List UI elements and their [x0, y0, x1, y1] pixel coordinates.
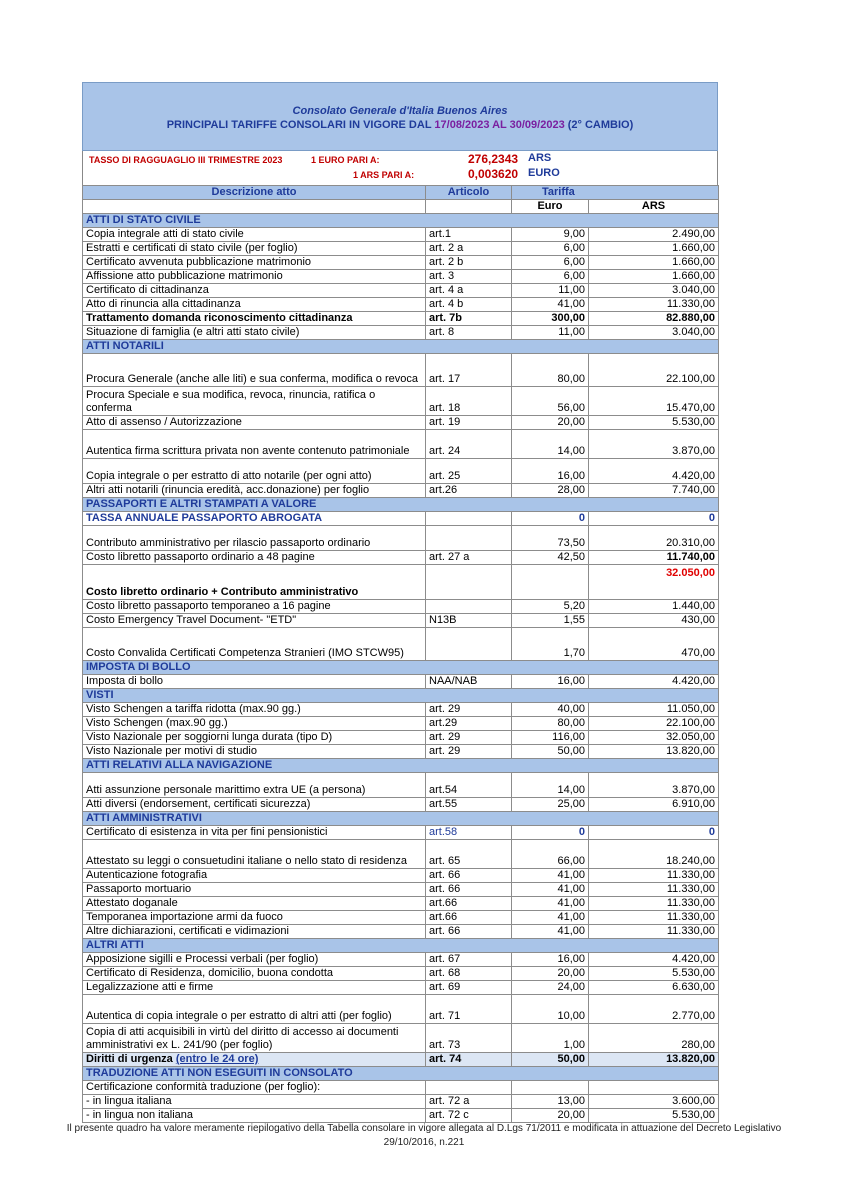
row-article: art. 17: [426, 354, 512, 387]
row-article: art. 72 a: [426, 1095, 512, 1109]
row-euro: [512, 565, 589, 600]
blank-cell: [426, 200, 512, 214]
col-tariff: Tariffa: [512, 186, 719, 200]
row-euro: 116,00: [512, 731, 589, 745]
row-ars: 5.530,00: [589, 416, 719, 430]
tariff-row: [83, 387, 719, 416]
tariff-row: [83, 798, 719, 812]
section-header: [83, 498, 719, 512]
column-header-row: [83, 186, 719, 200]
row-euro: 73,50: [512, 526, 589, 551]
ars-rate-currency: EURO: [528, 167, 560, 179]
tariff-row: [83, 731, 719, 745]
tariff-row: [83, 967, 719, 981]
row-description: Copia integrale atti di stato civile: [83, 228, 426, 242]
tariff-row: [83, 869, 719, 883]
ars-equals-label: 1 ARS PARI A:: [353, 170, 415, 180]
tariff-row: [83, 840, 719, 869]
row-euro: 50,00: [512, 745, 589, 759]
subtitle-prefix: PRINCIPALI TARIFFE CONSOLARI IN VIGORE DAL: [166, 119, 432, 131]
row-euro: 6,00: [512, 242, 589, 256]
row-description: Certificato di Residenza, domicilio, buona condotta: [83, 967, 426, 981]
row-ars: 3.870,00: [589, 430, 719, 459]
row-euro: 20,00: [512, 416, 589, 430]
row-euro: 16,00: [512, 459, 589, 484]
row-description: Apposizione sigilli e Processi verbali (per foglio): [83, 953, 426, 967]
tariff-row: [83, 953, 719, 967]
row-euro: 11,00: [512, 326, 589, 340]
section-header: [83, 1067, 719, 1081]
row-euro: 50,00: [512, 1053, 589, 1067]
row-euro: 6,00: [512, 270, 589, 284]
row-article: art. 66: [426, 869, 512, 883]
row-ars: 11.330,00: [589, 298, 719, 312]
row-description: Visto Schengen (max.90 gg.): [83, 717, 426, 731]
subtitle-dates: 17/08/2023 AL 30/09/2023: [434, 119, 565, 131]
row-article: [426, 600, 512, 614]
row-euro: 56,00: [512, 387, 589, 416]
row-ars: 2.490,00: [589, 228, 719, 242]
row-article: art.58: [426, 826, 512, 840]
row-description: Procura Speciale e sua modifica, revoca, rinuncia, ratifica o conferma: [83, 387, 426, 416]
row-euro: 1,00: [512, 1024, 589, 1053]
row-ars: 3.040,00: [589, 326, 719, 340]
row-description: Estratti e certificati di stato civile (per foglio): [83, 242, 426, 256]
section-title: TRADUZIONE ATTI NON ESEGUITI IN CONSOLATO: [83, 1067, 719, 1081]
tariff-row: [83, 270, 719, 284]
row-description: Altri atti notarili (rinuncia eredità, acc.donazione) per foglio: [83, 484, 426, 498]
row-euro: 9,00: [512, 228, 589, 242]
row-article: art.55: [426, 798, 512, 812]
tariff-row: [83, 826, 719, 840]
row-euro: [512, 1081, 589, 1095]
row-euro: 6,00: [512, 256, 589, 270]
row-euro: 14,00: [512, 430, 589, 459]
row-description: Affissione atto pubblicazione matrimonio: [83, 270, 426, 284]
row-article: [426, 512, 512, 526]
euro-equals-label: 1 EURO PARI A:: [311, 155, 380, 165]
row-euro: 80,00: [512, 717, 589, 731]
row-description: TASSA ANNUALE PASSAPORTO ABROGATA: [83, 512, 426, 526]
tariff-row: [83, 459, 719, 484]
tariff-row: [83, 228, 719, 242]
tariff-row: [83, 484, 719, 498]
row-description: - in lingua italiana: [83, 1095, 426, 1109]
rate-label: TASSO DI RAGGUAGLIO III TRIMESTRE 2023: [89, 155, 283, 165]
row-article: art. 4 a: [426, 284, 512, 298]
euro-rate-currency: ARS: [528, 152, 552, 164]
row-description: Costo libretto passaporto ordinario a 48 pagine: [83, 551, 426, 565]
row-article: art. 65: [426, 840, 512, 869]
row-description: Certificato avvenuta pubblicazione matrimonio: [83, 256, 426, 270]
footer-note: Il presente quadro ha valore meramente riepilogativo della Tabella consolare in vigore allegata al D.Lgs 71/2011 e modificata in attuazione del Decreto Legislativo 29/10/2016, n.221: [66, 1123, 782, 1148]
row-ars: 5.530,00: [589, 967, 719, 981]
row-article: art.26: [426, 484, 512, 498]
tariff-row: [83, 1024, 719, 1053]
row-article: art. 73: [426, 1024, 512, 1053]
currency-header-row: [83, 200, 719, 214]
row-article: art. 29: [426, 703, 512, 717]
tariff-row: [83, 512, 719, 526]
row-article: art.66: [426, 911, 512, 925]
section-title: ALTRI ATTI: [83, 939, 719, 953]
row-ars: 3.600,00: [589, 1095, 719, 1109]
row-description: Attestato su leggi o consuetudini italiane o nello stato di residenza: [83, 840, 426, 869]
row-ars: 3.870,00: [589, 773, 719, 798]
section-header: [83, 689, 719, 703]
row-ars: 11.330,00: [589, 897, 719, 911]
row-ars: 82.880,00: [589, 312, 719, 326]
section-header: [83, 939, 719, 953]
row-euro: 14,00: [512, 773, 589, 798]
row-euro: 13,00: [512, 1095, 589, 1109]
row-description: Autentica di copia integrale o per estratto di altri atti (per foglio): [83, 995, 426, 1024]
row-description: Visto Schengen a tariffa ridotta (max.90 gg.): [83, 703, 426, 717]
row-euro: 20,00: [512, 967, 589, 981]
row-description: Autentica firma scrittura privata non avente contenuto patrimoniale: [83, 430, 426, 459]
row-article: art. 7b: [426, 312, 512, 326]
section-title: ATTI DI STATO CIVILE: [83, 214, 719, 228]
row-article: art. 8: [426, 326, 512, 340]
row-euro: 41,00: [512, 911, 589, 925]
row-description: Visto Nazionale per motivi di studio: [83, 745, 426, 759]
row-article: art. 2 a: [426, 242, 512, 256]
row-description: Costo libretto passaporto temporaneo a 16 pagine: [83, 600, 426, 614]
row-euro: 40,00: [512, 703, 589, 717]
tariff-row: [83, 628, 719, 661]
row-description: Contributo amministrativo per rilascio passaporto ordinario: [83, 526, 426, 551]
row-description: Legalizzazione atti e firme: [83, 981, 426, 995]
row-ars: 4.420,00: [589, 675, 719, 689]
section-title: VISTI: [83, 689, 719, 703]
row-article: art.66: [426, 897, 512, 911]
row-ars: 0: [589, 512, 719, 526]
row-article: art. 72 c: [426, 1109, 512, 1123]
section-title: ATTI RELATIVI ALLA NAVIGAZIONE: [83, 759, 719, 773]
row-description: Procura Generale (anche alle liti) e sua conferma, modifica o revoca: [83, 354, 426, 387]
ars-rate-value: 0,003620: [468, 167, 519, 181]
row-euro: 41,00: [512, 883, 589, 897]
row-article: art. 71: [426, 995, 512, 1024]
row-description: Passaporto mortuario: [83, 883, 426, 897]
row-description: Autenticazione fotografia: [83, 869, 426, 883]
col-euro: Euro: [512, 200, 589, 214]
row-ars: 3.040,00: [589, 284, 719, 298]
row-article: art. 66: [426, 883, 512, 897]
section-header: [83, 759, 719, 773]
row-euro: 41,00: [512, 925, 589, 939]
row-article: [426, 628, 512, 661]
col-ars: ARS: [589, 200, 719, 214]
row-description: Visto Nazionale per soggiorni lunga durata (tipo D): [83, 731, 426, 745]
tariff-row: [83, 717, 719, 731]
row-ars: 11.330,00: [589, 911, 719, 925]
row-description: Imposta di bollo: [83, 675, 426, 689]
row-euro: 41,00: [512, 897, 589, 911]
header-banner: [82, 82, 718, 151]
tariff-row: [83, 675, 719, 689]
row-description: - in lingua non italiana: [83, 1109, 426, 1123]
tariff-table: [82, 185, 719, 1123]
row-ars: 11.330,00: [589, 925, 719, 939]
tariff-row: [83, 925, 719, 939]
section-title: IMPOSTA DI BOLLO: [83, 661, 719, 675]
row-article: NAA/NAB: [426, 675, 512, 689]
tariff-row: [83, 1095, 719, 1109]
row-description: Trattamento domanda riconoscimento cittadinanza: [83, 312, 426, 326]
section-header: [83, 214, 719, 228]
row-ars: 5.530,00: [589, 1109, 719, 1123]
section-header: [83, 812, 719, 826]
row-article: [426, 526, 512, 551]
row-ars: 1.440,00: [589, 600, 719, 614]
row-ars: 0: [589, 826, 719, 840]
row-article: [426, 565, 512, 600]
row-ars: 32.050,00: [589, 731, 719, 745]
tariff-row: [83, 1109, 719, 1123]
row-ars: 11.740,00: [589, 551, 719, 565]
row-ars: 13.820,00: [589, 745, 719, 759]
tariff-row: [83, 326, 719, 340]
tariff-row: [83, 565, 719, 600]
row-article: [426, 1081, 512, 1095]
row-article: art. 29: [426, 745, 512, 759]
row-description: Costo Convalida Certificati Competenza Stranieri (IMO STCW95): [83, 628, 426, 661]
row-euro: 0: [512, 512, 589, 526]
row-euro: 28,00: [512, 484, 589, 498]
row-euro: 16,00: [512, 675, 589, 689]
section-header: [83, 661, 719, 675]
tariff-sheet: [82, 82, 718, 1123]
col-description: Descrizione atto: [83, 186, 426, 200]
row-description: Copia di atti acquisibili in virtù del diritto di accesso ai documenti amministrativi ex L. 241/90 (per foglio): [83, 1024, 426, 1053]
tariff-row: [83, 745, 719, 759]
row-euro: 16,00: [512, 953, 589, 967]
row-ars: 1.660,00: [589, 256, 719, 270]
row-article: art. 25: [426, 459, 512, 484]
row-article: art.29: [426, 717, 512, 731]
row-ars: 22.100,00: [589, 354, 719, 387]
row-euro: 25,00: [512, 798, 589, 812]
tariff-row: [83, 416, 719, 430]
tariff-row: [83, 883, 719, 897]
exchange-rate-box: [82, 151, 718, 185]
row-euro: 24,00: [512, 981, 589, 995]
subtitle-suffix: (2° CAMBIO): [567, 119, 634, 131]
row-article: art. 29: [426, 731, 512, 745]
row-ars: 4.420,00: [589, 953, 719, 967]
tariff-row: [83, 526, 719, 551]
row-ars: 13.820,00: [589, 1053, 719, 1067]
row-description: Certificato di cittadinanza: [83, 284, 426, 298]
consulate-title: Consolato Generale d'Italia Buenos Aires: [292, 105, 508, 117]
row-ars: 11.050,00: [589, 703, 719, 717]
row-euro: 10,00: [512, 995, 589, 1024]
row-ars: 430,00: [589, 614, 719, 628]
row-article: art. 74: [426, 1053, 512, 1067]
row-euro: 80,00: [512, 354, 589, 387]
tariff-row: [83, 430, 719, 459]
tariff-row: [83, 256, 719, 270]
tariff-row: [83, 703, 719, 717]
row-article: art. 18: [426, 387, 512, 416]
section-title: PASSAPORTI E ALTRI STAMPATI A VALORE: [83, 498, 719, 512]
row-euro: 41,00: [512, 869, 589, 883]
row-article: art. 66: [426, 925, 512, 939]
row-ars: 20.310,00: [589, 526, 719, 551]
row-description: Temporanea importazione armi da fuoco: [83, 911, 426, 925]
tariff-row: [83, 614, 719, 628]
row-ars: 11.330,00: [589, 883, 719, 897]
tariff-row: [83, 1081, 719, 1095]
row-description: Costo Emergency Travel Document- "ETD": [83, 614, 426, 628]
row-ars: 7.740,00: [589, 484, 719, 498]
tariff-row: [83, 284, 719, 298]
row-ars: [589, 1081, 719, 1095]
row-description: Atto di rinuncia alla cittadinanza: [83, 298, 426, 312]
row-description: Certificato di esistenza in vita per fini pensionistici: [83, 826, 426, 840]
blank-cell: [83, 200, 426, 214]
row-article: art. 24: [426, 430, 512, 459]
row-ars: 2.770,00: [589, 995, 719, 1024]
row-article: art. 68: [426, 967, 512, 981]
row-ars: 6.630,00: [589, 981, 719, 995]
row-euro: 5,20: [512, 600, 589, 614]
row-ars: 32.050,00: [589, 565, 719, 600]
row-article: art. 69: [426, 981, 512, 995]
row-description: Situazione di famiglia (e altri atti stato civile): [83, 326, 426, 340]
row-article: art. 67: [426, 953, 512, 967]
row-article: art.54: [426, 773, 512, 798]
row-description: Copia integrale o per estratto di atto notarile (per ogni atto): [83, 459, 426, 484]
row-description: Costo libretto ordinario + Contributo amministrativo: [83, 565, 426, 600]
tariff-row: [83, 551, 719, 565]
row-euro: 11,00: [512, 284, 589, 298]
section-title: ATTI AMMINISTRATIVI: [83, 812, 719, 826]
row-article: art. 19: [426, 416, 512, 430]
row-article: art.1: [426, 228, 512, 242]
row-description: Atto di assenso / Autorizzazione: [83, 416, 426, 430]
euro-rate-value: 276,2343: [468, 152, 519, 166]
row-article: art. 27 a: [426, 551, 512, 565]
row-ars: 11.330,00: [589, 869, 719, 883]
row-ars: 1.660,00: [589, 270, 719, 284]
row-euro: 1,55: [512, 614, 589, 628]
row-euro: 0: [512, 826, 589, 840]
tariff-row: [83, 981, 719, 995]
row-description: Certificazione conformità traduzione (per foglio):: [83, 1081, 426, 1095]
tariff-row: [83, 312, 719, 326]
row-ars: 4.420,00: [589, 459, 719, 484]
row-euro: 20,00: [512, 1109, 589, 1123]
tariff-row: [83, 298, 719, 312]
row-ars: 1.660,00: [589, 242, 719, 256]
row-article: art. 3: [426, 270, 512, 284]
col-article: Articolo: [426, 186, 512, 200]
urgency-note: (entro le 24 ore): [175, 1053, 259, 1065]
row-description: Atti assunzione personale marittimo extra UE (a persona): [83, 773, 426, 798]
tariff-row: [83, 773, 719, 798]
row-ars: 18.240,00: [589, 840, 719, 869]
tariff-row: [83, 911, 719, 925]
row-article: art. 2 b: [426, 256, 512, 270]
tariff-row: [83, 1053, 719, 1067]
row-euro: 66,00: [512, 840, 589, 869]
tariff-subtitle: [83, 119, 717, 131]
section-header: [83, 340, 719, 354]
row-description: Altre dichiarazioni, certificati e vidimazioni: [83, 925, 426, 939]
row-description: Atti diversi (endorsement, certificati sicurezza): [83, 798, 426, 812]
row-euro: 1,70: [512, 628, 589, 661]
row-ars: 280,00: [589, 1024, 719, 1053]
row-ars: 6.910,00: [589, 798, 719, 812]
tariff-row: [83, 897, 719, 911]
row-euro: 300,00: [512, 312, 589, 326]
section-title: ATTI NOTARILI: [83, 340, 719, 354]
row-article: art. 4 b: [426, 298, 512, 312]
row-ars: 22.100,00: [589, 717, 719, 731]
row-ars: 470,00: [589, 628, 719, 661]
tariff-row: [83, 242, 719, 256]
row-euro: 42,50: [512, 551, 589, 565]
tariff-row: [83, 995, 719, 1024]
tariff-row: [83, 354, 719, 387]
row-description: Attestato doganale: [83, 897, 426, 911]
row-article: N13B: [426, 614, 512, 628]
row-ars: 15.470,00: [589, 387, 719, 416]
row-euro: 41,00: [512, 298, 589, 312]
row-description: Diritti di urgenza (entro le 24 ore): [83, 1053, 426, 1067]
tariff-row: [83, 600, 719, 614]
